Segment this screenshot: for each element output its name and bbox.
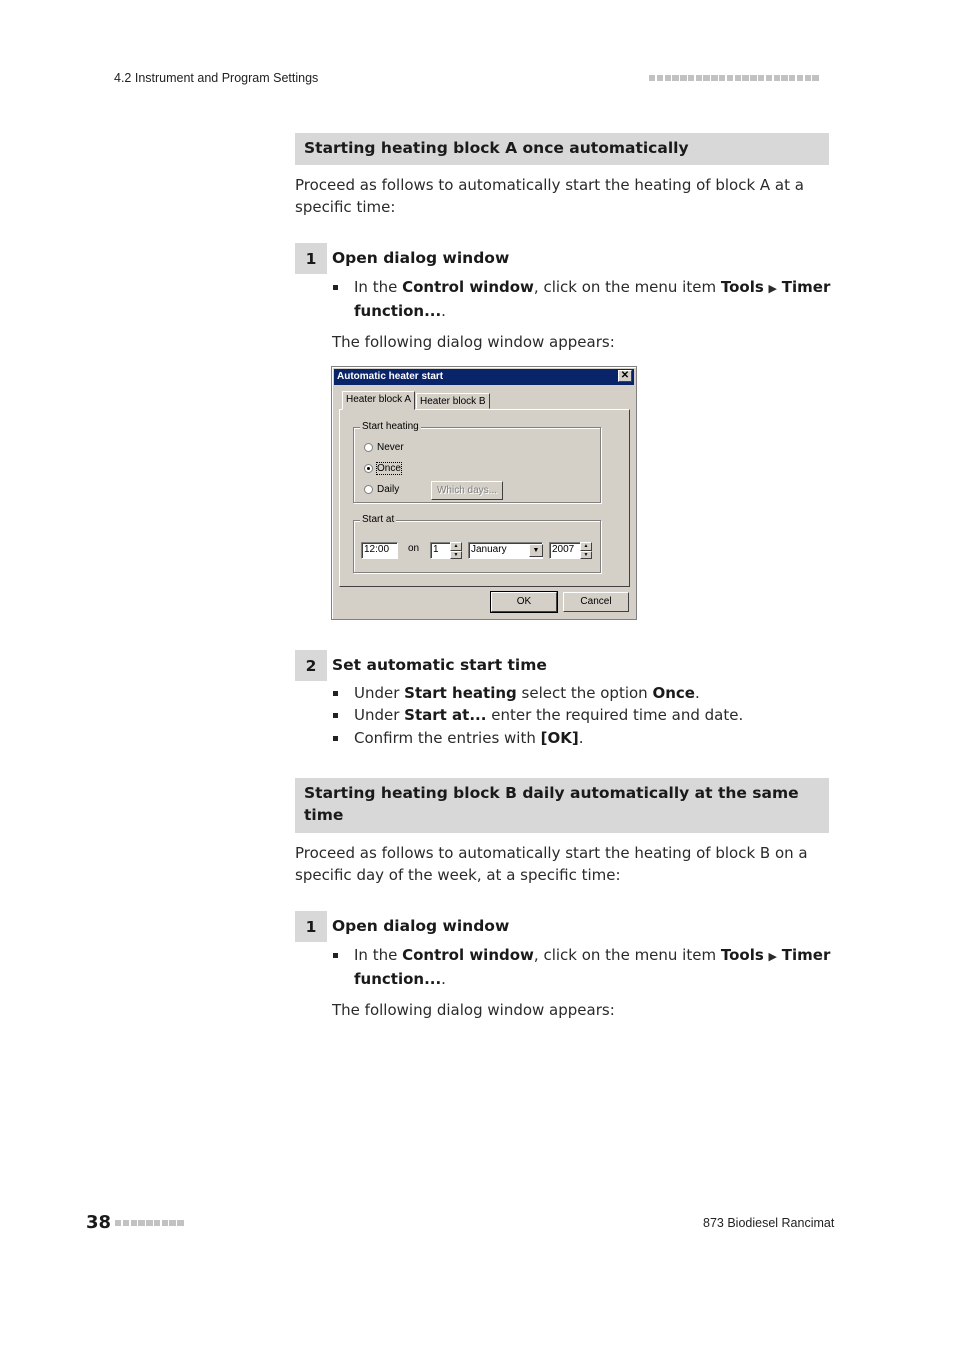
product-name: 873 Biodiesel Rancimat	[703, 1216, 835, 1230]
on-label: on	[408, 543, 420, 554]
ok-button[interactable]: OK	[491, 592, 557, 612]
group-label: Start at	[362, 514, 395, 525]
step-title: Open dialog window	[332, 249, 510, 267]
running-header: 4.2 Instrument and Program Settings	[114, 71, 319, 85]
bullet-item: In the Control window, click on the menu item Tools ▶ Timer function....	[332, 944, 832, 991]
automatic-heater-start-dialog	[331, 366, 637, 620]
dialog-intro: The following dialog window appears:	[332, 333, 615, 351]
dialog-titlebar	[334, 369, 634, 385]
start-heating-group	[353, 421, 601, 503]
radio-daily[interactable]: Daily	[364, 484, 399, 495]
bullet-item: In the Control window, click on the menu item Tools ▶ Timer function....	[332, 276, 832, 323]
close-icon[interactable]: ✕	[618, 370, 632, 382]
group-label: Start heating	[362, 421, 419, 432]
radio-once[interactable]: Once	[364, 463, 401, 474]
chevron-down-icon[interactable]: ▼	[529, 544, 543, 557]
time-input[interactable]: 12:00	[361, 542, 398, 559]
step-number: 1	[295, 911, 327, 942]
tab-heater-block-b[interactable]: Heater block B	[416, 393, 490, 409]
tab-heater-block-a[interactable]: Heater block A	[342, 391, 415, 410]
step-number: 1	[295, 243, 327, 274]
day-spinner[interactable]: ▲ ▼	[450, 542, 462, 559]
tab-panel	[339, 409, 630, 587]
section-a-intro: Proceed as follows to automatically start the heating of block A at a specific time:	[295, 176, 804, 216]
menu-arrow-icon: ▶	[768, 282, 778, 295]
start-at-group	[353, 514, 601, 573]
day-input[interactable]: 1	[430, 542, 451, 559]
header-decoration-dots	[649, 75, 819, 81]
section-b-intro: Proceed as follows to automatically start the heating of block B on a specific day of the week, at a specific time:	[295, 844, 808, 884]
cancel-button[interactable]: Cancel	[563, 592, 629, 612]
year-input[interactable]: 2007	[549, 542, 581, 559]
menu-arrow-icon: ▶	[768, 950, 778, 963]
step-title: Open dialog window	[332, 917, 510, 935]
footer-decoration-dots	[115, 1220, 184, 1226]
step-number: 2	[295, 650, 327, 681]
year-spinner[interactable]: ▲ ▼	[580, 542, 592, 559]
section-b-title: Starting heating block B daily automatically at the same time	[295, 778, 829, 833]
month-select[interactable]: January	[468, 542, 543, 559]
radio-never[interactable]: Never	[364, 442, 404, 453]
bullet-item: Under Start heating select the option Once.	[332, 682, 832, 705]
step-title: Set automatic start time	[332, 656, 547, 674]
page-number: 38	[86, 1212, 112, 1233]
section-a-title: Starting heating block A once automatically	[295, 133, 829, 165]
bullet-item: Under Start at... enter the required time and date.	[332, 704, 832, 727]
which-days-button[interactable]: Which days...	[431, 481, 503, 500]
dialog-intro: The following dialog window appears:	[332, 1001, 615, 1019]
dialog-title: Automatic heater start	[337, 371, 444, 382]
bullet-item: Confirm the entries with [OK].	[332, 727, 832, 750]
